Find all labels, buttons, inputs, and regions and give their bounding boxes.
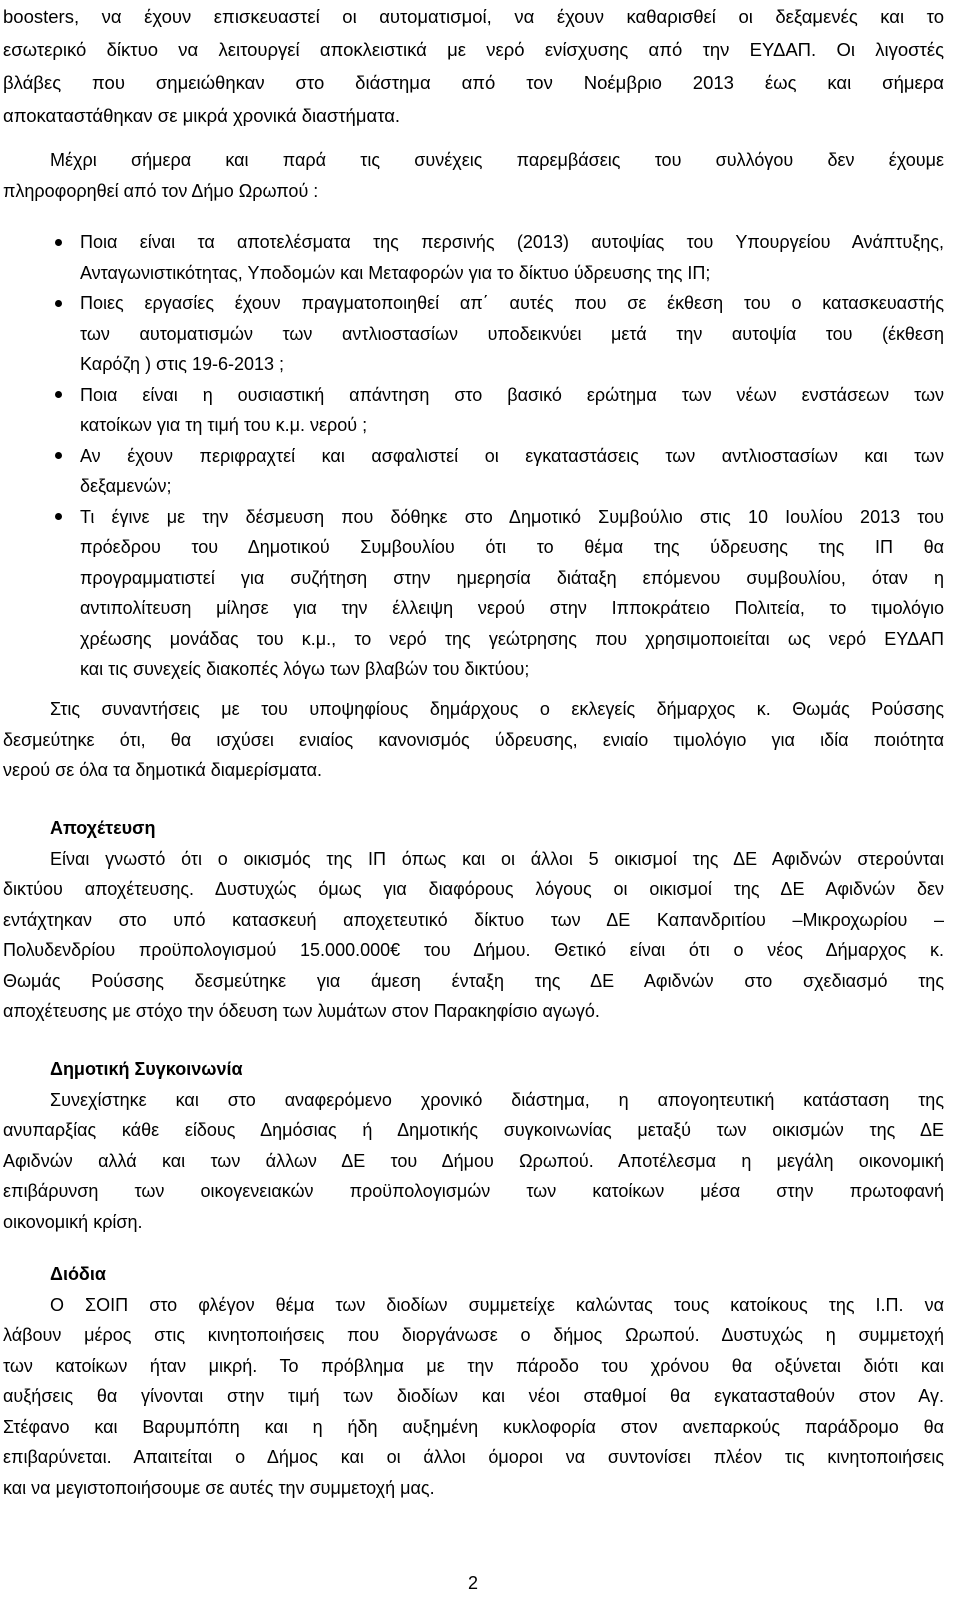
question-item xyxy=(3,502,944,685)
paragraph-line: πληροφορηθεί από τον Δήμο Ωρωπού : xyxy=(3,180,319,201)
paragraph-line: βλάβες που σημειώθηκαν στο διάστημα από τον Νοέμβριο 2013 έως και σήμερα xyxy=(3,72,944,93)
paragraph-line: εσωτερικό δίκτυο να λειτουργεί αποκλειστικά με νερό ενίσχυσης από την ΕΥΔΑΠ. Οι λιγοστές xyxy=(3,39,944,60)
section-line: αποχέτευσης με στόχο την όδευση των λυμάτων στον Παρακηφίσιο αγωγό. xyxy=(3,1001,600,1021)
paragraph-line: δεσμεύτηκε ότι, θα ισχύσει ενιαίος κανονισμός ύδρευσης, ενιαίο τιμολόγιο για ιδία ποιότητα xyxy=(3,729,944,750)
bullet-icon xyxy=(55,452,62,459)
section-line: Ο ΣΟΙΠ στο φλέγον θέμα των διοδίων συμμετείχε καλώντας τους κατοίκους της Ι.Π. να xyxy=(50,1294,944,1315)
section-line: Είναι γνωστό ότι ο οικισμός της ΙΠ όπως και οι άλλοι 5 οικισμοί της ΔΕ Αφιδνών στερούνται xyxy=(50,848,944,869)
section-line: Θωμάς Ρούσσης δεσμεύτηκε για άμεση ένταξη της ΔΕ Αφιδνών στο σχεδιασμό της xyxy=(3,970,944,991)
section-line: Πολυδενδρίου προϋπολογισμού 15.000.000€ του Δήμου. Θετικό είναι ότι ο νέος Δήμαρχος κ. xyxy=(3,940,944,960)
question-line: των αυτοματισμών των αντλιοστασίων υποδεικνύει μετά την αυτοψία του (έκθεση xyxy=(80,323,944,344)
section-line: και να μεγιστοποιήσουμε σε αυτές την συμμετοχή μας. xyxy=(3,1477,435,1498)
section-heading: Διόδια xyxy=(50,1264,106,1284)
bullet-icon xyxy=(55,513,62,520)
paragraph-line: Στις συναντήσεις με του υποψηφίους δημάρχους ο εκλεγείς δήμαρχος κ. Θωμάς Ρούσσης xyxy=(50,699,944,719)
question-line: κατοίκων για τη τιμή του κ.μ. νερού ; xyxy=(80,415,368,435)
question-item xyxy=(3,288,944,380)
paragraph-line: νερού σε όλα τα δημοτικά διαμερίσματα. xyxy=(3,760,322,780)
section-line: δικτύου αποχέτευσης. Δυστυχώς όμως για διαφόρους λόγους οι οικισμοί της ΔΕ Αφιδνών δεν xyxy=(3,879,944,899)
page-number: 2 xyxy=(467,1573,478,1593)
question-line: και τις συνεχείς διακοπές λόγω των βλαβών του δικτύου; xyxy=(80,659,530,679)
question-line: προγραμματιστεί για συζήτηση στην ημερησία διάταξη επόμενου συμβουλίου, όταν η xyxy=(80,567,944,588)
section-line: λάβουν μέρος στις κινητοποιήσεις που διοργάνωσε ο δήμος Ωρωπού. Δυστυχώς η συμμετοχή xyxy=(3,1325,944,1345)
section-line: αυξήσεις θα γίνονται στην τιμή των διοδίων και νέοι σταθμοί θα εγκατασταθούν στον Αγ. xyxy=(3,1386,944,1406)
bullet-icon xyxy=(55,239,62,246)
section-line: Αφιδνών αλλά και των άλλων ΔΕ του Δήμου Ωρωπού. Αποτέλεσμα η μεγάλη οικονομική xyxy=(3,1150,944,1171)
section-line: επιβάρυνση των οικογενειακών προϋπολογισμών των κατοίκων μέσα στην πρωτοφανή xyxy=(3,1181,944,1201)
question-line: Αν έχουν περιφραχτεί και ασφαλιστεί οι εγκαταστάσεις των αντλιοστασίων και των xyxy=(80,445,944,466)
paragraph-line: Μέχρι σήμερα και παρά τις συνέχεις παρεμβάσεις του συλλόγου δεν έχουμε xyxy=(50,150,944,170)
inquiry-paragraph xyxy=(3,145,944,206)
mayor-commitment-paragraph xyxy=(3,694,944,786)
section-line: ανυπαρξίας κάθε είδους Δημόσιας ή Δημοτικής συγκοινωνίας μεταξύ των οικισμών της ΔΕ xyxy=(3,1120,944,1140)
questions-list xyxy=(3,227,944,685)
section-line: των κατοίκων ήταν μικρή. Το πρόβλημα με την πάροδο του χρόνου θα οξύνεται διότι και xyxy=(3,1355,944,1376)
section-line: εντάχτηκαν στο υπό κατασκευή αποχετευτικό δίκτυο των ΔΕ Καπανδριτίου –Μικροχωρίου – xyxy=(3,909,944,930)
bullet-icon xyxy=(55,391,62,398)
bullet-icon xyxy=(55,300,62,307)
question-item xyxy=(3,227,944,288)
paragraph-line: boosters, να έχουν επισκευαστεί οι αυτοματισμοί, να έχουν καθαρισθεί οι δεξαμενές και το xyxy=(3,6,944,27)
question-line: Ποια είναι τα αποτελέσματα της περσινής (2013) αυτοψίας του Υπουργείου Ανάπτυξης, xyxy=(80,232,944,252)
section-line: οικονομική κρίση. xyxy=(3,1211,143,1232)
section-line: Συνεχίστηκε και στο αναφερόμενο χρονικό διάστημα, η απογοητευτική κατάσταση της xyxy=(50,1089,944,1110)
question-line: δεξαμενών; xyxy=(80,476,172,496)
question-line: αντιπολίτευση μίλησε για την έλλειψη νερού στην Ιπποκράτειο Πολιτεία, το τιμολόγιο xyxy=(80,598,944,618)
question-line: Τι έγινε με την δέσμευση που δόθηκε στο Δημοτικό Συμβούλιο στις 10 Ιουλίου 2013 του xyxy=(80,506,944,527)
question-item xyxy=(3,380,944,441)
question-line: Ποια είναι η ουσιαστική απάντηση στο βασικό ερώτημα των νέων ενστάσεων των xyxy=(80,384,944,405)
section-heading: Δημοτική Συγκοινωνία xyxy=(50,1059,243,1079)
paragraph-line: αποκαταστάθηκαν σε μικρά χρονικά διαστήματα. xyxy=(3,105,401,126)
question-item xyxy=(3,441,944,502)
section-line: επιβαρύνεται. Απαιτείται ο Δήμος και οι άλλοι όμοροι να συντονίσει πλέον τις κινητοποιήσεις xyxy=(3,1447,944,1467)
intro-paragraph xyxy=(3,0,944,132)
section-heading: Αποχέτευση xyxy=(50,818,156,838)
section-sewage xyxy=(3,813,944,1027)
section-line: Στέφανο και Βαρυμπόπη και η ήδη αυξημένη κυκλοφορία στον ανεπαρκούς παράδρομο θα xyxy=(3,1416,944,1437)
question-line: χρέωσης μονάδας του κ.μ., το νερό της γεώτρησης που χρησιμοποιείται ως νερό ΕΥΔΑΠ xyxy=(80,628,944,649)
question-line: πρόεδρου του Δημοτικού Συμβουλίου ότι το θέμα της ύδρευσης της ΙΠ θα xyxy=(80,537,944,557)
section-transport xyxy=(3,1054,944,1237)
question-line: Ανταγωνιστικότητας, Υποδομών και Μεταφορών για το δίκτυο ύδρευσης της ΙΠ; xyxy=(80,262,711,283)
question-line: Καρόζη ) στις 19-6-2013 ; xyxy=(80,354,285,374)
section-tolls xyxy=(3,1259,944,1503)
question-line: Ποιες εργασίες έχουν πραγματοποιηθεί απ΄ αυτές που σε έκθεση του ο κατασκευαστής xyxy=(80,293,944,313)
